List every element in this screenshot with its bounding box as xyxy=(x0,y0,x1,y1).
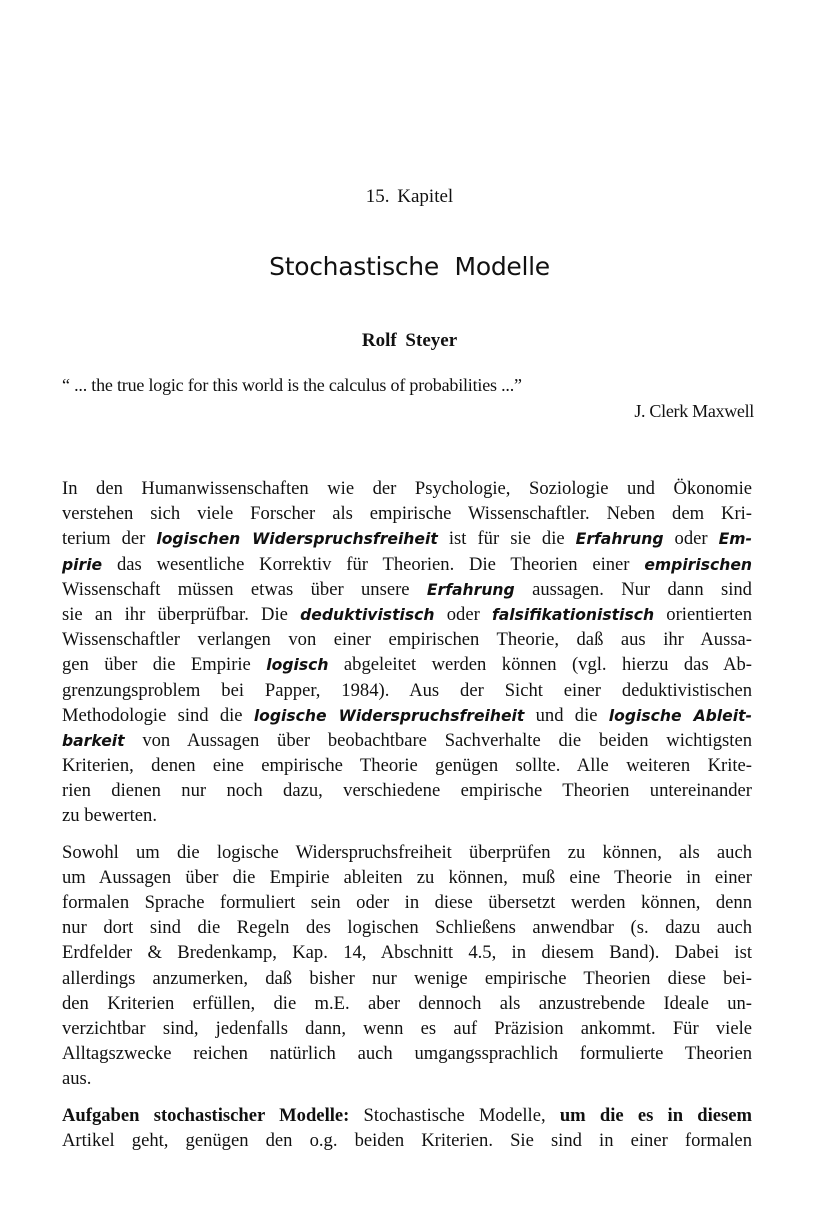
paragraph xyxy=(62,1103,752,1153)
text-line xyxy=(62,991,752,1016)
text-line xyxy=(62,1041,752,1066)
text-line xyxy=(62,1128,752,1153)
text-run: um Aussagen über die Empirie ableiten zu können, muß eine Theorie in einer xyxy=(62,866,752,888)
body-text xyxy=(62,476,752,1153)
text-run: verzichtbar sind, jedenfalls dann, wenn es auf Präzision ankommt. Für viele xyxy=(62,1017,752,1039)
text-line xyxy=(62,966,752,991)
text-line xyxy=(62,703,752,728)
text-run: verstehen sich viele Forscher als empirische Wissenschaftler. Neben dem Kri- xyxy=(62,503,752,525)
text-run: Artikel geht, genügen den o.g. beiden Kriterien. Sie sind in einer formalen xyxy=(62,1129,752,1151)
text-line xyxy=(62,577,752,602)
emphasis-term: logische Ableit- xyxy=(608,706,753,725)
text-run: allerdings anzumerken, daß bisher nur wenige empirische Theorien diese bei- xyxy=(62,967,752,989)
text-line xyxy=(62,1066,752,1091)
text-run: Alltagszwecke reichen natürlich auch umgangssprachlich formulierte Theorien xyxy=(62,1043,752,1065)
text-run: Wissenschaftler verlangen von einer empirischen Theorie, daß aus ihr Aussa- xyxy=(62,629,752,651)
text-line xyxy=(62,940,752,965)
text-line xyxy=(62,501,752,526)
text-run: und die xyxy=(524,704,609,726)
text-run: Methodologie sind die xyxy=(62,704,254,726)
text-run: In den Humanwissenschaften wie der Psychologie, Soziologie und Ökonomie xyxy=(62,478,752,499)
text-line xyxy=(62,552,752,577)
text-line xyxy=(62,1103,752,1128)
text-line xyxy=(62,865,752,890)
text-run: aussagen. Nur dann sind xyxy=(514,578,752,600)
bold-term: Aufgaben stochastischer Modelle: xyxy=(62,1104,350,1126)
emphasis-term: logisch xyxy=(266,656,329,675)
text-line xyxy=(62,627,752,652)
text-run: Stochastische Modelle, xyxy=(349,1104,560,1126)
chapter-title: Stochastische Modelle xyxy=(269,252,550,281)
text-run: grenzungsproblem bei Papper, 1984). Aus der Sicht einer deduktivistischen xyxy=(62,679,752,701)
paragraph xyxy=(62,476,752,829)
text-run: das wesentliche Korrektiv für Theorien. Die Theorien einer xyxy=(102,553,645,575)
text-run: aus. xyxy=(62,1068,92,1090)
text-run: sie an ihr überprüfbar. Die xyxy=(62,603,301,625)
emphasis-term: logischen Widerspruchsfreiheit xyxy=(156,530,438,549)
text-run: den Kriterien erfüllen, die m.E. aber dennoch als anzustrebende Ideale un- xyxy=(62,992,752,1014)
text-line xyxy=(62,652,752,677)
text-line xyxy=(62,803,752,828)
text-run: gen über die Empirie xyxy=(62,654,267,676)
text-line xyxy=(62,476,752,501)
text-line xyxy=(62,890,752,915)
text-line xyxy=(62,728,752,753)
text-run: rien dienen nur noch dazu, verschiedene empirische Theorien untereinander xyxy=(62,780,752,802)
epigraph-quote: “ ... the true logic for this world is the calculus of probabilities ...” xyxy=(62,375,522,395)
text-run: formalen Sprache formuliert sein oder in diese übersetzt werden können, denn xyxy=(62,892,752,913)
text-line xyxy=(62,753,752,778)
text-line xyxy=(62,602,752,627)
bold-term: um die es in diesem xyxy=(559,1104,752,1126)
paragraph xyxy=(62,840,752,1092)
text-run: zu bewerten. xyxy=(62,805,157,827)
text-run: oder xyxy=(434,603,492,625)
emphasis-term: empirischen xyxy=(644,555,752,574)
text-run: Wissenschaft müssen etwas über unsere xyxy=(62,578,427,600)
chapter-number: 15. Kapitel xyxy=(365,186,454,207)
text-line xyxy=(62,1016,752,1041)
text-line xyxy=(62,526,752,551)
emphasis-term: Em- xyxy=(718,530,752,549)
paragraph-gap xyxy=(62,1092,752,1103)
text-line xyxy=(62,778,752,803)
paragraph-gap xyxy=(62,829,752,840)
text-run: Sowohl um die logische Widerspruchsfreiheit überprüfen zu können, als auch xyxy=(62,841,752,863)
emphasis-term: barkeit xyxy=(62,731,125,750)
text-run: terium der xyxy=(62,528,157,550)
emphasis-term: logische Widerspruchsfreiheit xyxy=(253,706,525,725)
epigraph-attribution: J. Clerk Maxwell xyxy=(634,401,754,421)
emphasis-term: Erfahrung xyxy=(426,580,515,599)
emphasis-term: falsifikationistisch xyxy=(491,605,655,624)
emphasis-term: pirie xyxy=(62,555,103,574)
emphasis-term: deduktivistisch xyxy=(300,605,435,624)
text-line xyxy=(62,840,752,865)
text-run: oder xyxy=(663,528,719,550)
text-run: Kriterien, denen eine empirische Theorie genügen sollte. Alle weiteren Krite- xyxy=(62,755,752,777)
text-run: abgeleitet werden können (vgl. hierzu das Ab- xyxy=(328,654,753,676)
text-run: Erdfelder & Bredenkamp, Kap. 14, Abschnitt 4.5, in diesem Band). Dabei ist xyxy=(62,942,752,964)
text-line xyxy=(62,915,752,940)
emphasis-term: Erfahrung xyxy=(575,530,664,549)
text-run: ist für sie die xyxy=(437,528,576,550)
author-name: Rolf Steyer xyxy=(361,330,458,351)
text-line xyxy=(62,678,752,703)
text-run: orientierten xyxy=(654,603,752,625)
text-run: von Aussagen über beobachtbare Sachverhalte die beiden wichtigsten xyxy=(124,729,752,751)
text-run: nur dort sind die Regeln des logischen Schließens anwendbar (s. dazu auch xyxy=(62,917,752,939)
